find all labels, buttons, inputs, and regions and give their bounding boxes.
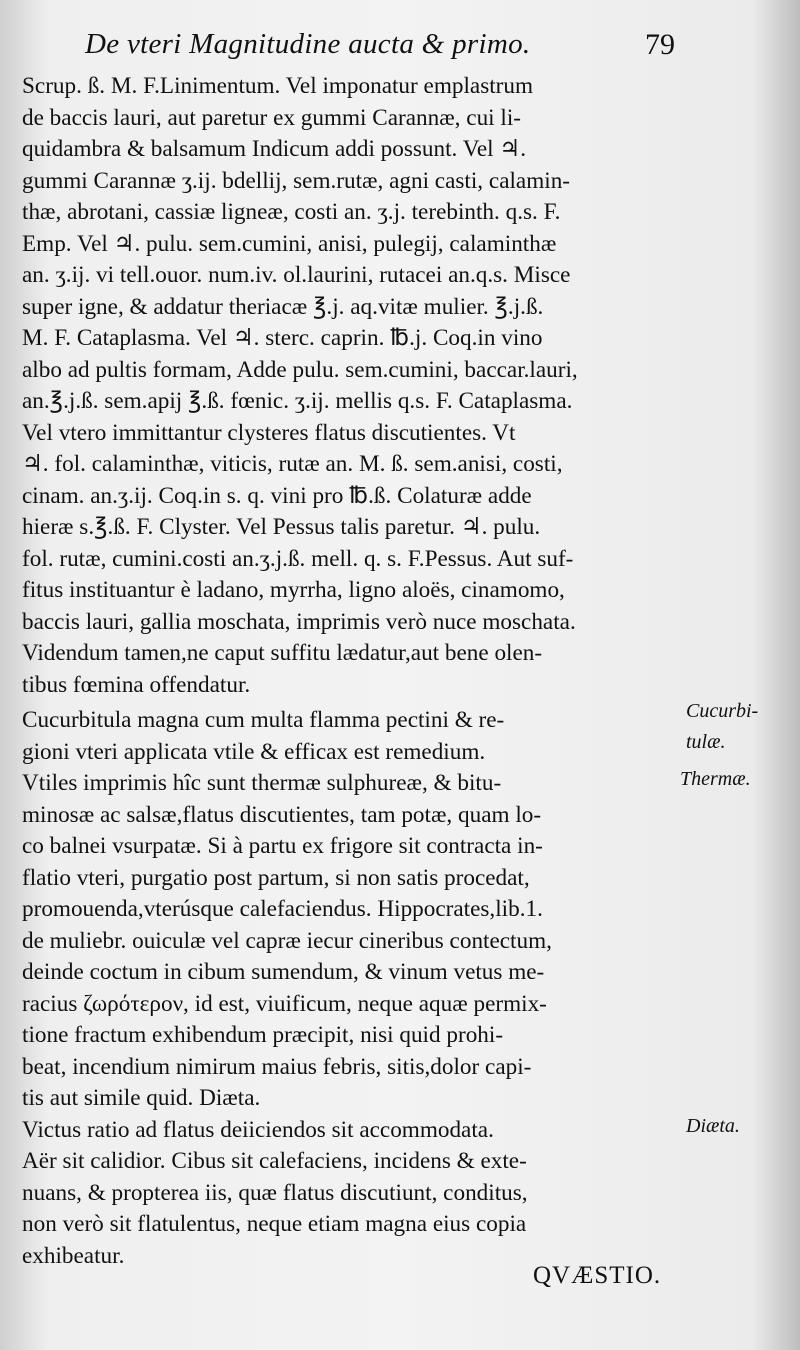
text-line: de baccis lauri, aut paretur ex gummi Carannæ, cui li- <box>22 104 522 131</box>
catch-word: QVÆSTIO. <box>533 1262 662 1289</box>
page-header <box>85 28 675 72</box>
text-line: de muliebr. ouiculæ vel capræ iecur cineribus contectum, <box>22 927 552 954</box>
text-line: minosæ ac salsæ,flatus discutientes, tam potæ, quam lo- <box>22 801 542 828</box>
text-line: promouenda,vterúsque calefaciendus. Hippocrates,lib.1. <box>22 896 543 922</box>
text-line: quidambra & balsamum Indicum addi possunt. Vel ♃. <box>22 136 527 162</box>
body-text <box>22 71 682 1272</box>
text-line: exhibeatur. <box>22 1242 125 1269</box>
text-line: gummi Carannæ ʒ.ij. bdellij, sem.rutæ, agni casti, calamin- <box>22 167 571 194</box>
text-line: super igne, & addatur theriacæ ℥.j. aq.vitæ mulier. ℥.j.ß. <box>22 293 544 320</box>
margin-note-diaeta: Diæta. <box>686 1115 740 1137</box>
text-line: tione fractum exhibendum præcipit, nisi quid prohi- <box>22 1022 504 1048</box>
margin-note-thermae: Thermæ. <box>680 768 751 790</box>
page-number: 79 <box>645 28 675 61</box>
text-line: racius ζωρότερον, id est, viuificum, neque aquæ permix- <box>22 990 547 1017</box>
text-line: cinam. an.ʒ.ij. Coq.in s. q. vini pro ℔.ß. Colaturæ adde <box>22 482 532 509</box>
text-line: thæ, abrotani, cassiæ ligneæ, costi an. ʒ.j. terebinth. q.s. F. <box>22 199 561 225</box>
text-line: hieræ s.℥.ß. F. Clyster. Vel Pessus talis paretur. ♃. pulu. <box>22 514 541 540</box>
text-line: gioni vteri applicata vtile & efficax est remedium. <box>22 738 486 765</box>
text-line: an.℥.j.ß. sem.apij ℥.ß. fœnic. ʒ.ij. mellis q.s. F. Cataplasma. <box>22 388 573 414</box>
text-line: Scrup. ß. M. F.Linimentum. Vel imponatur emplastrum <box>22 73 534 99</box>
text-line: beat, incendium nimirum maius febris, sitis,dolor capi- <box>22 1053 532 1080</box>
text-line: tibus fœmina offendatur. <box>22 671 251 698</box>
text-line: Victus ratio ad flatus deiiciendos sit accommodata. <box>22 1116 494 1143</box>
text-line: flatio vteri, purgatio post partum, si non satis procedat, <box>22 864 530 891</box>
text-line: Emp. Vel ♃. pulu. sem.cumini, anisi, pulegij, calaminthæ <box>22 230 557 257</box>
text-line: an. ʒ.ij. vi tell.ouor. num.iv. ol.laurini, rutacei an.q.s. Misce <box>22 262 571 288</box>
text-line: tis aut simile quid. Diæta. <box>22 1085 261 1111</box>
running-title: De vteri Magnitudine aucta & primo. <box>85 28 531 60</box>
text-line: fol. rutæ, cumini.costi an.ʒ.j.ß. mell. q. s. F.Pessus. Aut suf- <box>22 545 574 572</box>
text-line: Aër sit calidior. Cibus sit calefaciens, incidens & exte- <box>22 1148 527 1174</box>
text-line: nuans, & propterea iis, quæ flatus discutiunt, conditus, <box>22 1179 528 1206</box>
text-line: deinde coctum in cibum sumendum, & vinum vetus me- <box>22 959 545 985</box>
text-line: ♃. fol. calaminthæ, viticis, rutæ an. M. ß. sem.anisi, costi, <box>22 451 563 477</box>
text-line: M. F. Cataplasma. Vel ♃. sterc. caprin. ℔.j. Coq.in vino <box>22 325 543 351</box>
text-line: albo ad pultis formam, Adde pulu. sem.cumini, baccar.lauri, <box>22 356 578 383</box>
text-line: baccis lauri, gallia moschata, imprimis verò nuce moschata. <box>22 608 576 635</box>
text-line: Vtiles imprimis hîc sunt thermæ sulphureæ, & bitu- <box>22 770 502 796</box>
text-line: co balnei vsurpatæ. Si à partu ex frigore sit contracta in- <box>22 833 543 859</box>
text-line: Vel vtero immittantur clysteres flatus discutientes. Vt <box>22 419 516 446</box>
margin-note-cucurbitulae-1: Cucurbi- <box>686 700 759 722</box>
margin-note-cucurbitulae-2: tulæ. <box>686 731 726 753</box>
text-line: non verò sit flatulentus, neque etiam magna eius copia <box>22 1211 527 1237</box>
text-line: Videndum tamen,ne caput suffitu lædatur,aut bene olen- <box>22 640 543 666</box>
text-line: fitus instituantur è ladano, myrrha, ligno aloës, cinamomo, <box>22 577 565 603</box>
text-line: Cucurbitula magna cum multa flamma pectini & re- <box>22 707 505 733</box>
